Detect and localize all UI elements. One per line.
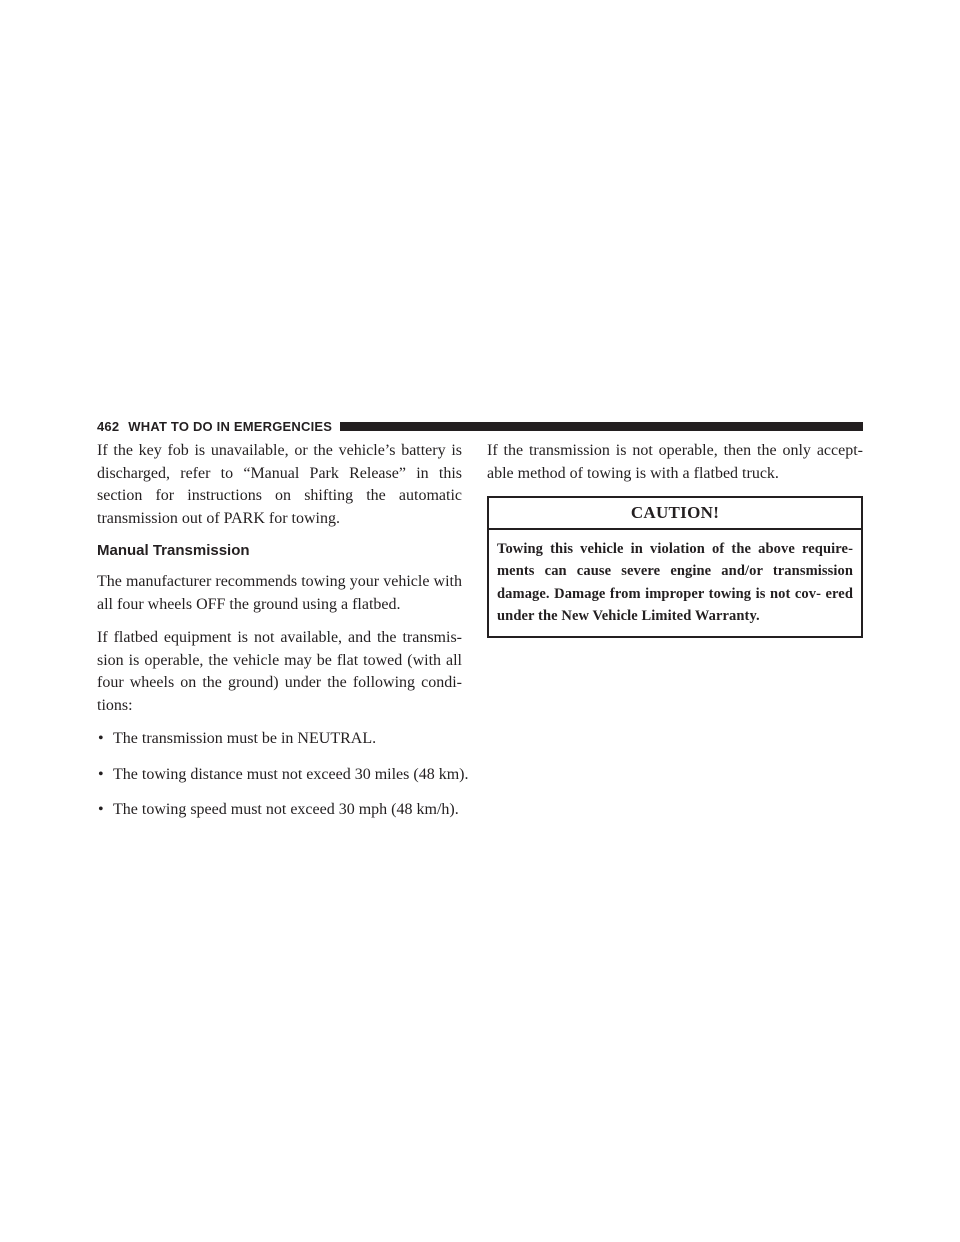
flat-tow-paragraph: If flatbed equipment is not available, and the transmis- sion is operable, the vehicle may be flat towed (with all four wheels on the ground) under the following condi- tions: [97,629,462,714]
caution-body: Towing this vehicle in violation of the above require- ments can cause severe engine and/or transmission damage. Damage from improper towing is not cov- ered under the New Vehicle Limited Warranty. [497,540,853,624]
flatbed-paragraph: If the transmission is not operable, then the only accept- able method of towing is with a flatbed truck. [487,442,863,482]
page-number: 462 [97,418,120,434]
section-heading: Manual Transmission [97,542,250,559]
list-item [97,799,462,822]
bullet-icon: • [98,730,104,747]
caution-box [487,496,863,638]
bullet-icon: • [98,801,104,818]
bullet-icon: • [98,765,104,783]
section-title: WHAT TO DO IN EMERGENCIES [128,418,333,434]
list-item-text: The towing distance must not exceed 30 miles (48 km). [113,765,469,783]
header-text [97,419,332,434]
recommendation-paragraph: The manufacturer recommends towing your vehicle with all four wheels OFF the ground using a flatbed. [97,573,462,613]
list-item [97,728,462,751]
right-column [487,440,863,638]
list-item-text: The towing speed must not exceed 30 mph (48 km/h). [113,801,459,818]
header-rule [340,422,863,431]
page-header [97,418,863,434]
left-column [97,440,469,835]
list-item [97,764,469,787]
list-item-text: The transmission must be in NEUTRAL. [113,730,377,747]
conditions-list [97,728,469,822]
intro-paragraph: If the key fob is unavailable, or the vehicle’s battery is discharged, refer to “Manual Park Release” in this section for instructions on shifting the automatic transmission out of PARK for towing. [97,442,462,527]
caution-title: CAUTION! [489,498,861,530]
